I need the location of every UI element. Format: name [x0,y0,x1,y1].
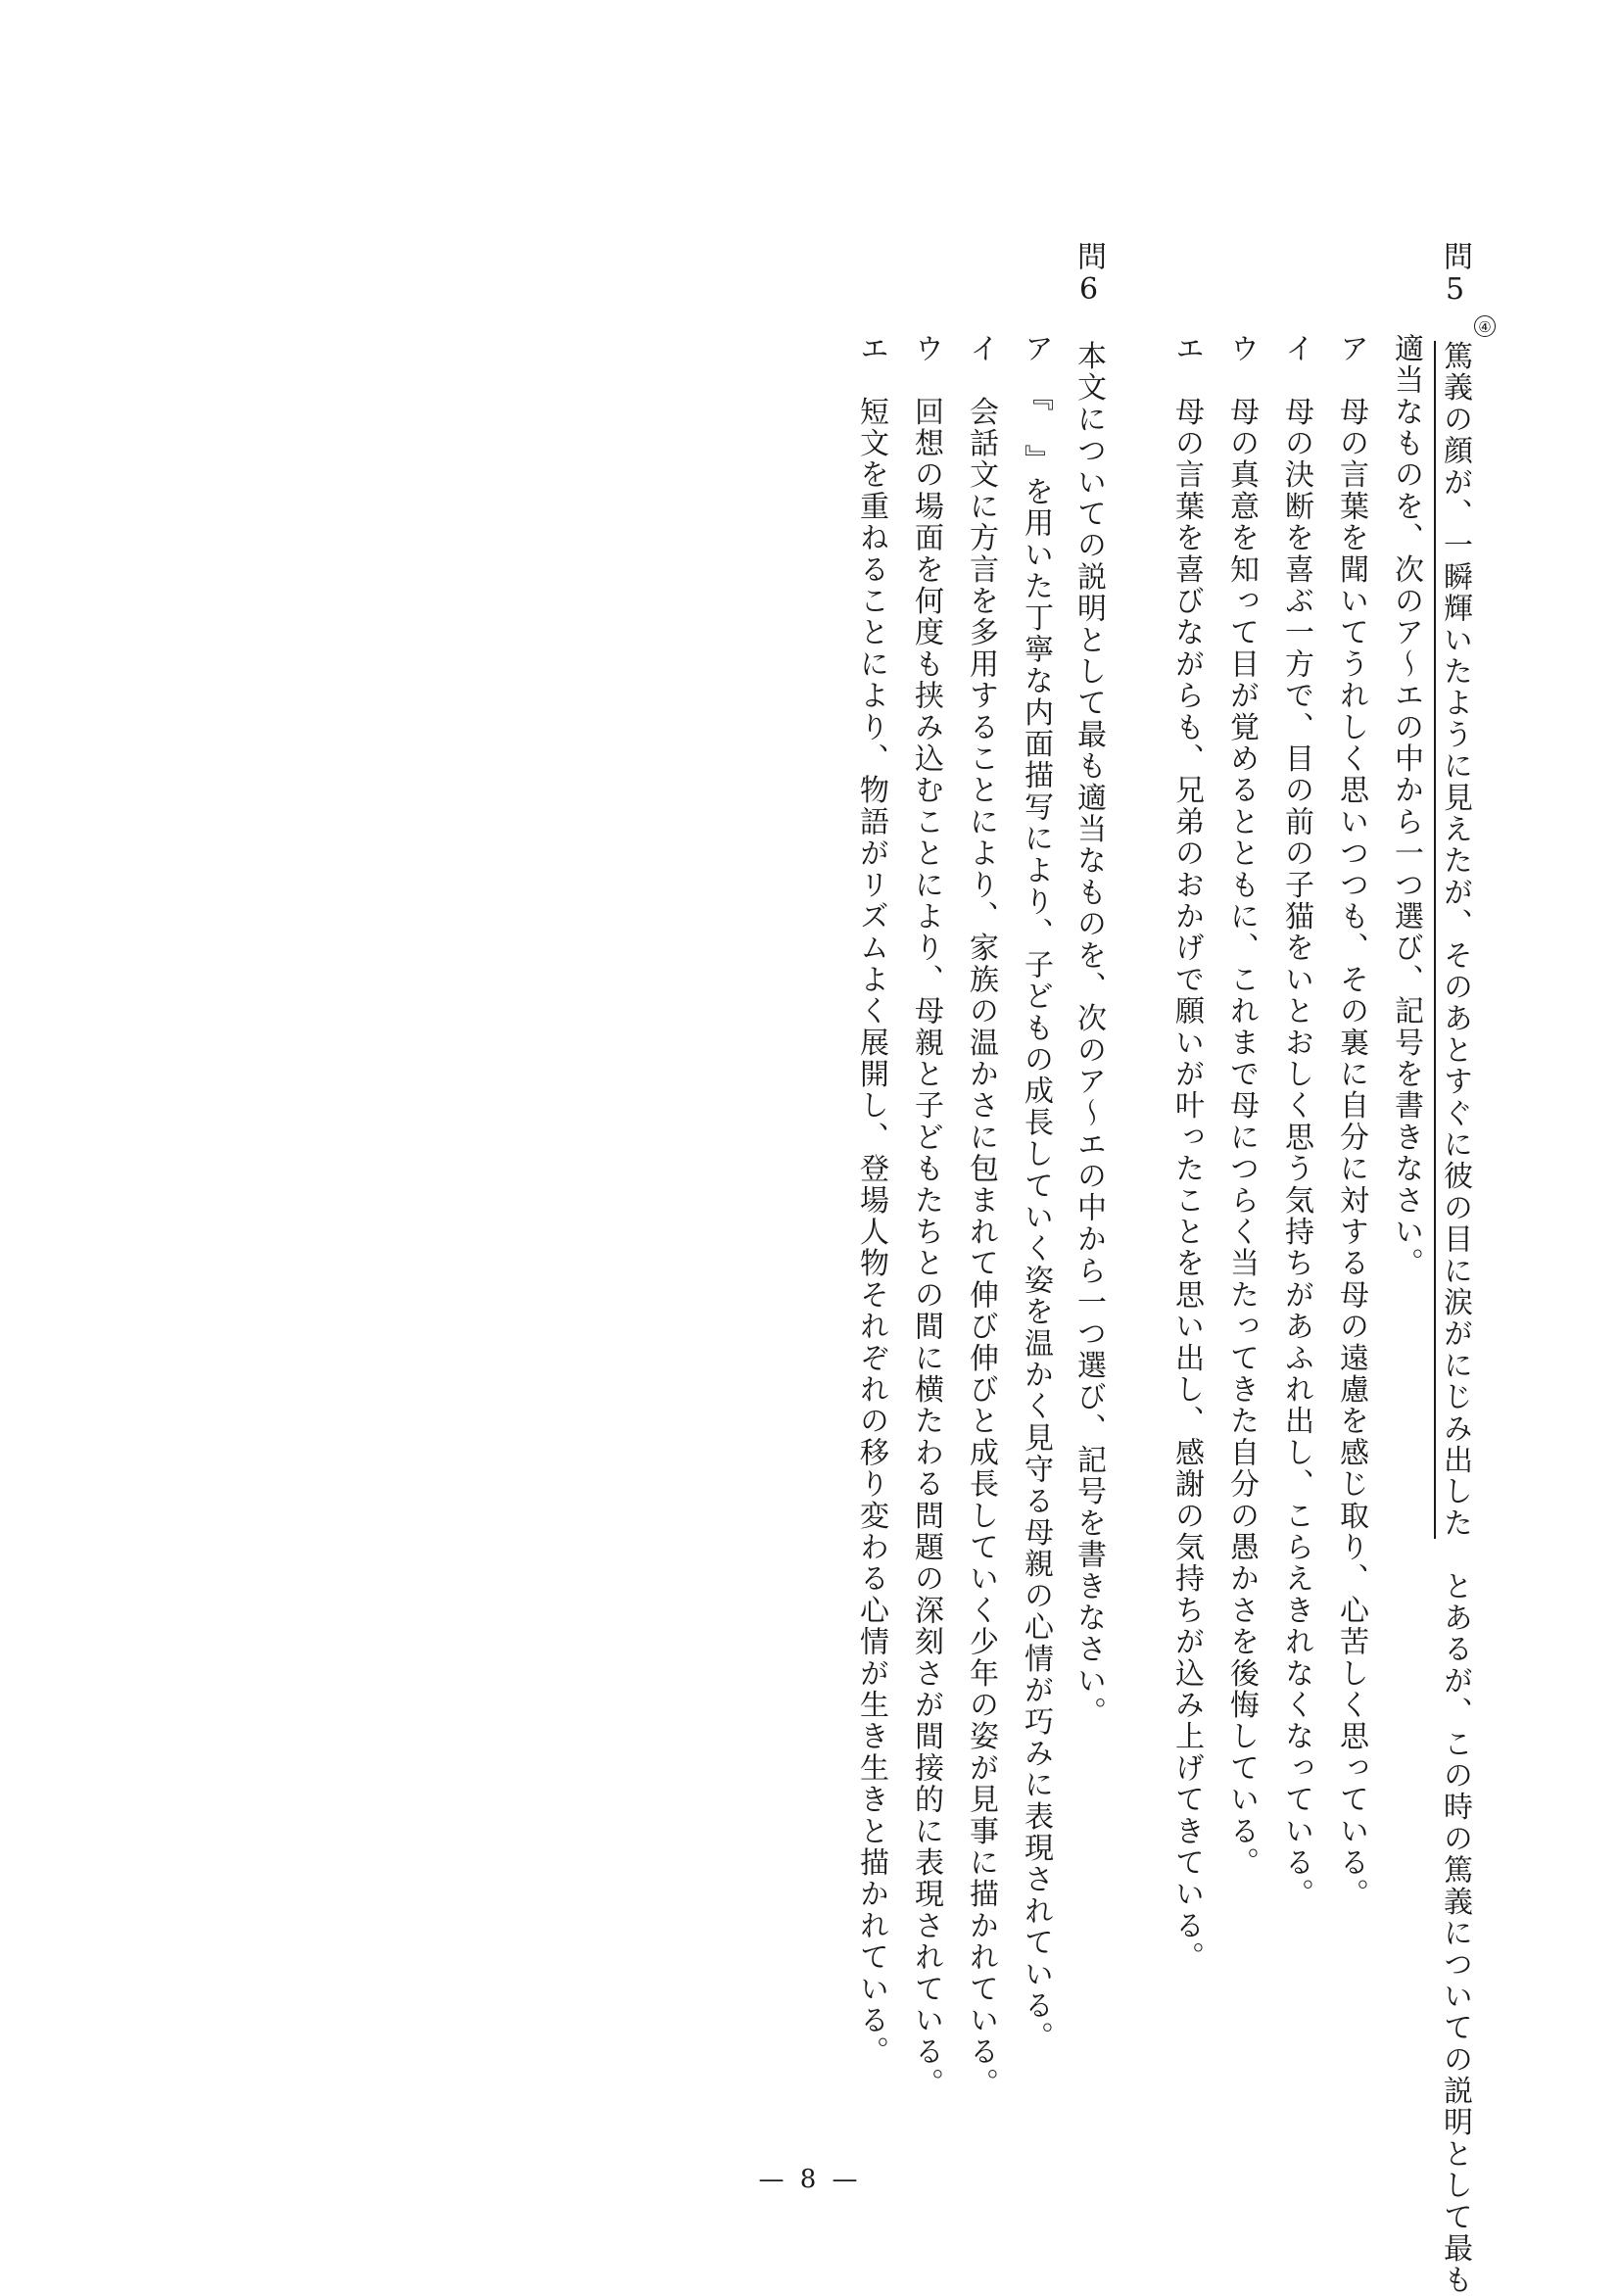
q5-option-u [1224,333,1258,1879]
q5-option-a [1334,333,1367,1910]
q5-marker: ④ [1474,315,1496,337]
q6-line1 [1072,241,1105,1728]
q6-option-u [909,333,942,2099]
q6-option-i [964,333,997,2099]
q6-label: 問6 [1072,241,1106,310]
q5-label: 問5 [1438,241,1472,310]
page-number: — 8 — [758,2165,862,2194]
q5-option-i [1279,333,1312,1910]
q5-option-a-text: 母の言葉を聞いてうれしく思いつつも、その裏に自分に対する母の遠慮を感じ取り、心苦しく思っている。 [1334,396,1368,1911]
q6-option-i-text: 会話文に方言を多用することにより、家族の温かさに包まれて伸び伸びと成長していく少年の姿が見事に描かれている。 [964,396,998,2100]
q6-option-a-text: 『 』を用いた丁寧な内面描写により、子どもの成長していく姿を温かく見守る母親の心情が巧みに表現されている。 [1019,396,1053,2054]
q5-option-u-key: ウ [1224,333,1259,365]
q6-option-e-text: 短文を重ねることにより、物語がリズムよく展開し、登場人物それぞれの移り変わる心情が生き生きと描かれている。 [854,396,888,2069]
q5-option-e-text: 母の言葉を喜びながらも、兄弟のおかげで願いが叶ったことを思い出し、感謝の気持ちが込み上げてきている。 [1169,396,1204,1974]
q5-option-e [1169,333,1203,1973]
q5-option-u-text: 母の真意を知って目が覚めるとともに、これまで母につらく当たってきた自分の愚かさを後悔している。 [1224,396,1259,1879]
q5-underlined-quote: 篤義の顔が、一瞬輝いたように見えたが、そのあとすぐに彼の目に涙がにじみ出した [1438,340,1472,1540]
q6-option-a [1019,333,1052,2053]
q6-option-e-key: エ [854,333,888,365]
q5-line1 [1438,241,1471,2296]
q5-line2: 適当なものを、次のア～エの中から一つ選び、記号を書きなさい。 [1389,333,1423,1279]
q6-option-a-key: ア [1019,333,1053,365]
q6-option-i-key: イ [964,333,998,365]
q6-option-u-key: ウ [909,333,943,365]
q5-prompt-rest: とあるが、この時の篤義についての説明として最も [1438,1570,1472,2296]
q6-prompt: 本文についての説明として最も適当なものを、次のア～エの中から一つ選び、記号を書きなさい。 [1072,340,1106,1729]
q6-option-u-text: 回想の場面を何度も挟み込むことにより、母親と子どもたちとの間に横たわる問題の深刻さが間接的に表現されている。 [909,396,943,2100]
q5-option-a-key: ア [1334,333,1368,365]
q5-option-i-key: イ [1279,333,1313,365]
q5-option-e-key: エ [1169,333,1204,365]
q5-quote-underline [1434,341,1436,1540]
q5-option-i-text: 母の決断を喜ぶ一方で、目の前の子猫をいとおしく思う気持ちがあふれ出し、こらえきれなくなっている。 [1279,396,1313,1911]
q6-option-e [854,333,887,2068]
